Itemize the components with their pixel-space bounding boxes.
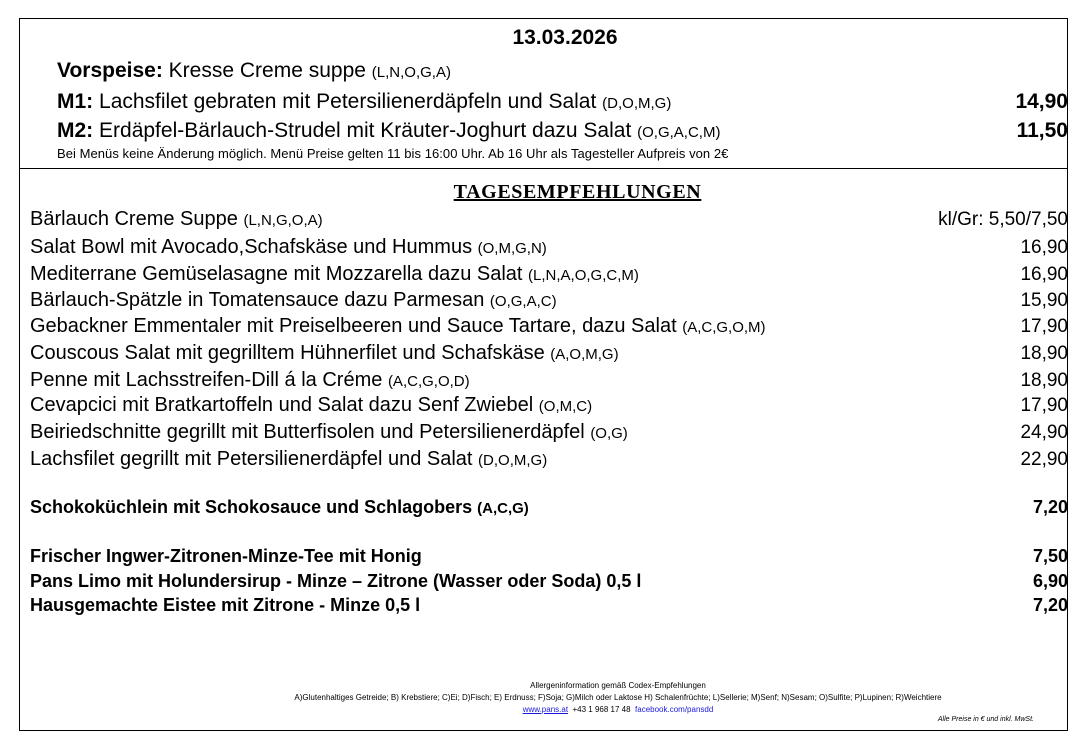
recommendation-item: [30, 236, 547, 259]
starter-label: Vorspeise:: [57, 59, 163, 82]
recommendation-name: Mediterrane Gemüselasagne mit Mozzarella dazu Salat: [30, 263, 523, 285]
recommendation-item: [30, 315, 766, 338]
dessert-price: 7,20: [1032, 497, 1068, 517]
drink-price: 7,20: [1032, 595, 1068, 615]
recommendation-allergens: (O,M,C): [538, 398, 593, 415]
recommendation-price: 15,90: [1020, 290, 1068, 311]
recommendation-allergens: (A,C,G,O,D): [387, 373, 470, 390]
recommendation-allergens: (L,N,G,O,A): [243, 212, 323, 229]
starter-allergens: (L,N,O,G,A): [371, 64, 451, 81]
recommendation-price: 18,90: [1020, 370, 1068, 391]
menu-2-name: Erdäpfel-Bärlauch-Strudel mit Kräuter-Joghurt dazu Salat: [99, 119, 632, 142]
menu-note: Bei Menüs keine Änderung möglich. Menü Preise gelten 11 bis 16:00 Uhr. Ab 16 Uhr als Tagesteller Aufpreis von 2€: [57, 146, 729, 161]
menu-1-allergens: (D,O,M,G): [602, 95, 672, 112]
recommendation-allergens: (O,G): [590, 425, 628, 442]
allergen-legend: A)Glutenhaltiges Getreide; B) Krebstiere; C)Ei; D)Fisch; E) Erdnuss; F)Soja; G)Milch oder Laktose H) Schalenfrüchte; L)Sellerie; M)Senf; N)Sesam; O)Sulfite; P)Lupinen; R)Weichtiere: [294, 693, 942, 702]
drink-price: 6,90: [1032, 571, 1068, 591]
starter-line: [57, 59, 451, 83]
recommendation-allergens: (O,M,G,N): [477, 240, 547, 257]
recommendations-heading: TAGESEMPFEHLUNGEN: [453, 181, 702, 203]
recommendation-name: Couscous Salat mit gegrilltem Hühnerfilet und Schafskäse: [30, 342, 545, 364]
contact-line: [0, 705, 1090, 714]
menu-2-price: 11,50: [1016, 119, 1068, 142]
recommendation-allergens: (D,O,M,G): [478, 452, 548, 469]
recommendation-name: Salat Bowl mit Avocado,Schafskäse und Hummus: [30, 236, 473, 258]
recommendation-item: [30, 289, 557, 312]
recommendation-item: [30, 208, 323, 231]
facebook-link[interactable]: facebook.com/pansdd: [635, 705, 714, 714]
recommendation-name: Beiriedschnitte gegrillt mit Butterfisolen und Petersilienerdäpfel: [30, 421, 585, 443]
recommendation-name: Lachsfilet gegrillt mit Petersilienerdäpfel und Salat: [30, 448, 473, 470]
recommendation-name: Bärlauch-Spätzle in Tomatensauce dazu Parmesan: [30, 289, 485, 311]
recommendation-name: Gebackner Emmentaler mit Preiselbeeren und Sauce Tartare, dazu Salat: [30, 315, 677, 337]
recommendation-price: 16,90: [1020, 264, 1068, 285]
dessert-line: [30, 497, 529, 518]
recommendation-allergens: (A,O,M,G): [550, 346, 619, 363]
recommendation-price: 16,90: [1020, 237, 1068, 258]
recommendation-item: [30, 394, 592, 417]
recommendation-allergens: (A,C,G,O,M): [682, 319, 766, 336]
recommendation-price: 17,90: [1020, 316, 1068, 337]
recommendation-item: [30, 448, 547, 471]
drink-name: Frischer Ingwer-Zitronen-Minze-Tee mit Honig: [30, 546, 422, 566]
recommendation-price: 22,90: [1020, 449, 1068, 470]
phone-number: +43 1 968 17 48: [572, 705, 631, 714]
recommendation-item: [30, 342, 619, 365]
recommendation-price: 17,90: [1020, 395, 1068, 416]
menu-date: 13.03.2026: [512, 26, 618, 49]
menu-2-label: M2:: [57, 119, 94, 142]
menu-1-name: Lachsfilet gebraten mit Petersilienerdäpfeln und Salat: [99, 90, 597, 113]
starter-name: Kresse Creme suppe: [168, 59, 366, 82]
recommendation-price: 24,90: [1020, 422, 1068, 443]
menu-1-label: M1:: [57, 90, 94, 113]
recommendation-price: kl/Gr: 5,50/7,50: [938, 209, 1068, 230]
price-note: Alle Preise in € und inkl. MwSt.: [937, 716, 1034, 723]
recommendation-item: [30, 421, 628, 444]
drink-name: Hausgemachte Eistee mit Zitrone - Minze 0,5 l: [30, 595, 421, 615]
recommendation-item: [30, 263, 639, 286]
recommendation-item: [30, 369, 470, 392]
recommendation-allergens: (L,N,A,O,G,C,M): [528, 267, 639, 284]
recommendation-name: Cevapcici mit Bratkartoffeln und Salat dazu Senf Zwiebel: [30, 394, 534, 416]
website-link[interactable]: www.pans.at: [522, 705, 569, 714]
section-divider: [19, 168, 1068, 169]
recommendation-allergens: (O,G,A,C): [489, 293, 557, 310]
menu-2-allergens: (O,G,A,C,M): [637, 124, 721, 141]
menu-2-line: [57, 119, 720, 143]
recommendation-price: 18,90: [1020, 343, 1068, 364]
allergen-info-title: Allergeninformation gemäß Codex-Empfehlungen: [530, 681, 706, 690]
drink-name: Pans Limo mit Holundersirup - Minze – Zitrone (Wasser oder Soda) 0,5 l: [30, 571, 642, 591]
dessert-name: Schokoküchlein mit Schokosauce und Schlagobers: [30, 497, 473, 517]
recommendation-name: Bärlauch Creme Suppe: [30, 208, 238, 230]
dessert-allergens: (A,C,G): [477, 500, 529, 517]
drink-price: 7,50: [1032, 546, 1068, 566]
recommendation-name: Penne mit Lachsstreifen-Dill á la Créme: [30, 369, 383, 391]
menu-1-price: 14,90: [1015, 90, 1068, 113]
menu-1-line: [57, 90, 671, 114]
